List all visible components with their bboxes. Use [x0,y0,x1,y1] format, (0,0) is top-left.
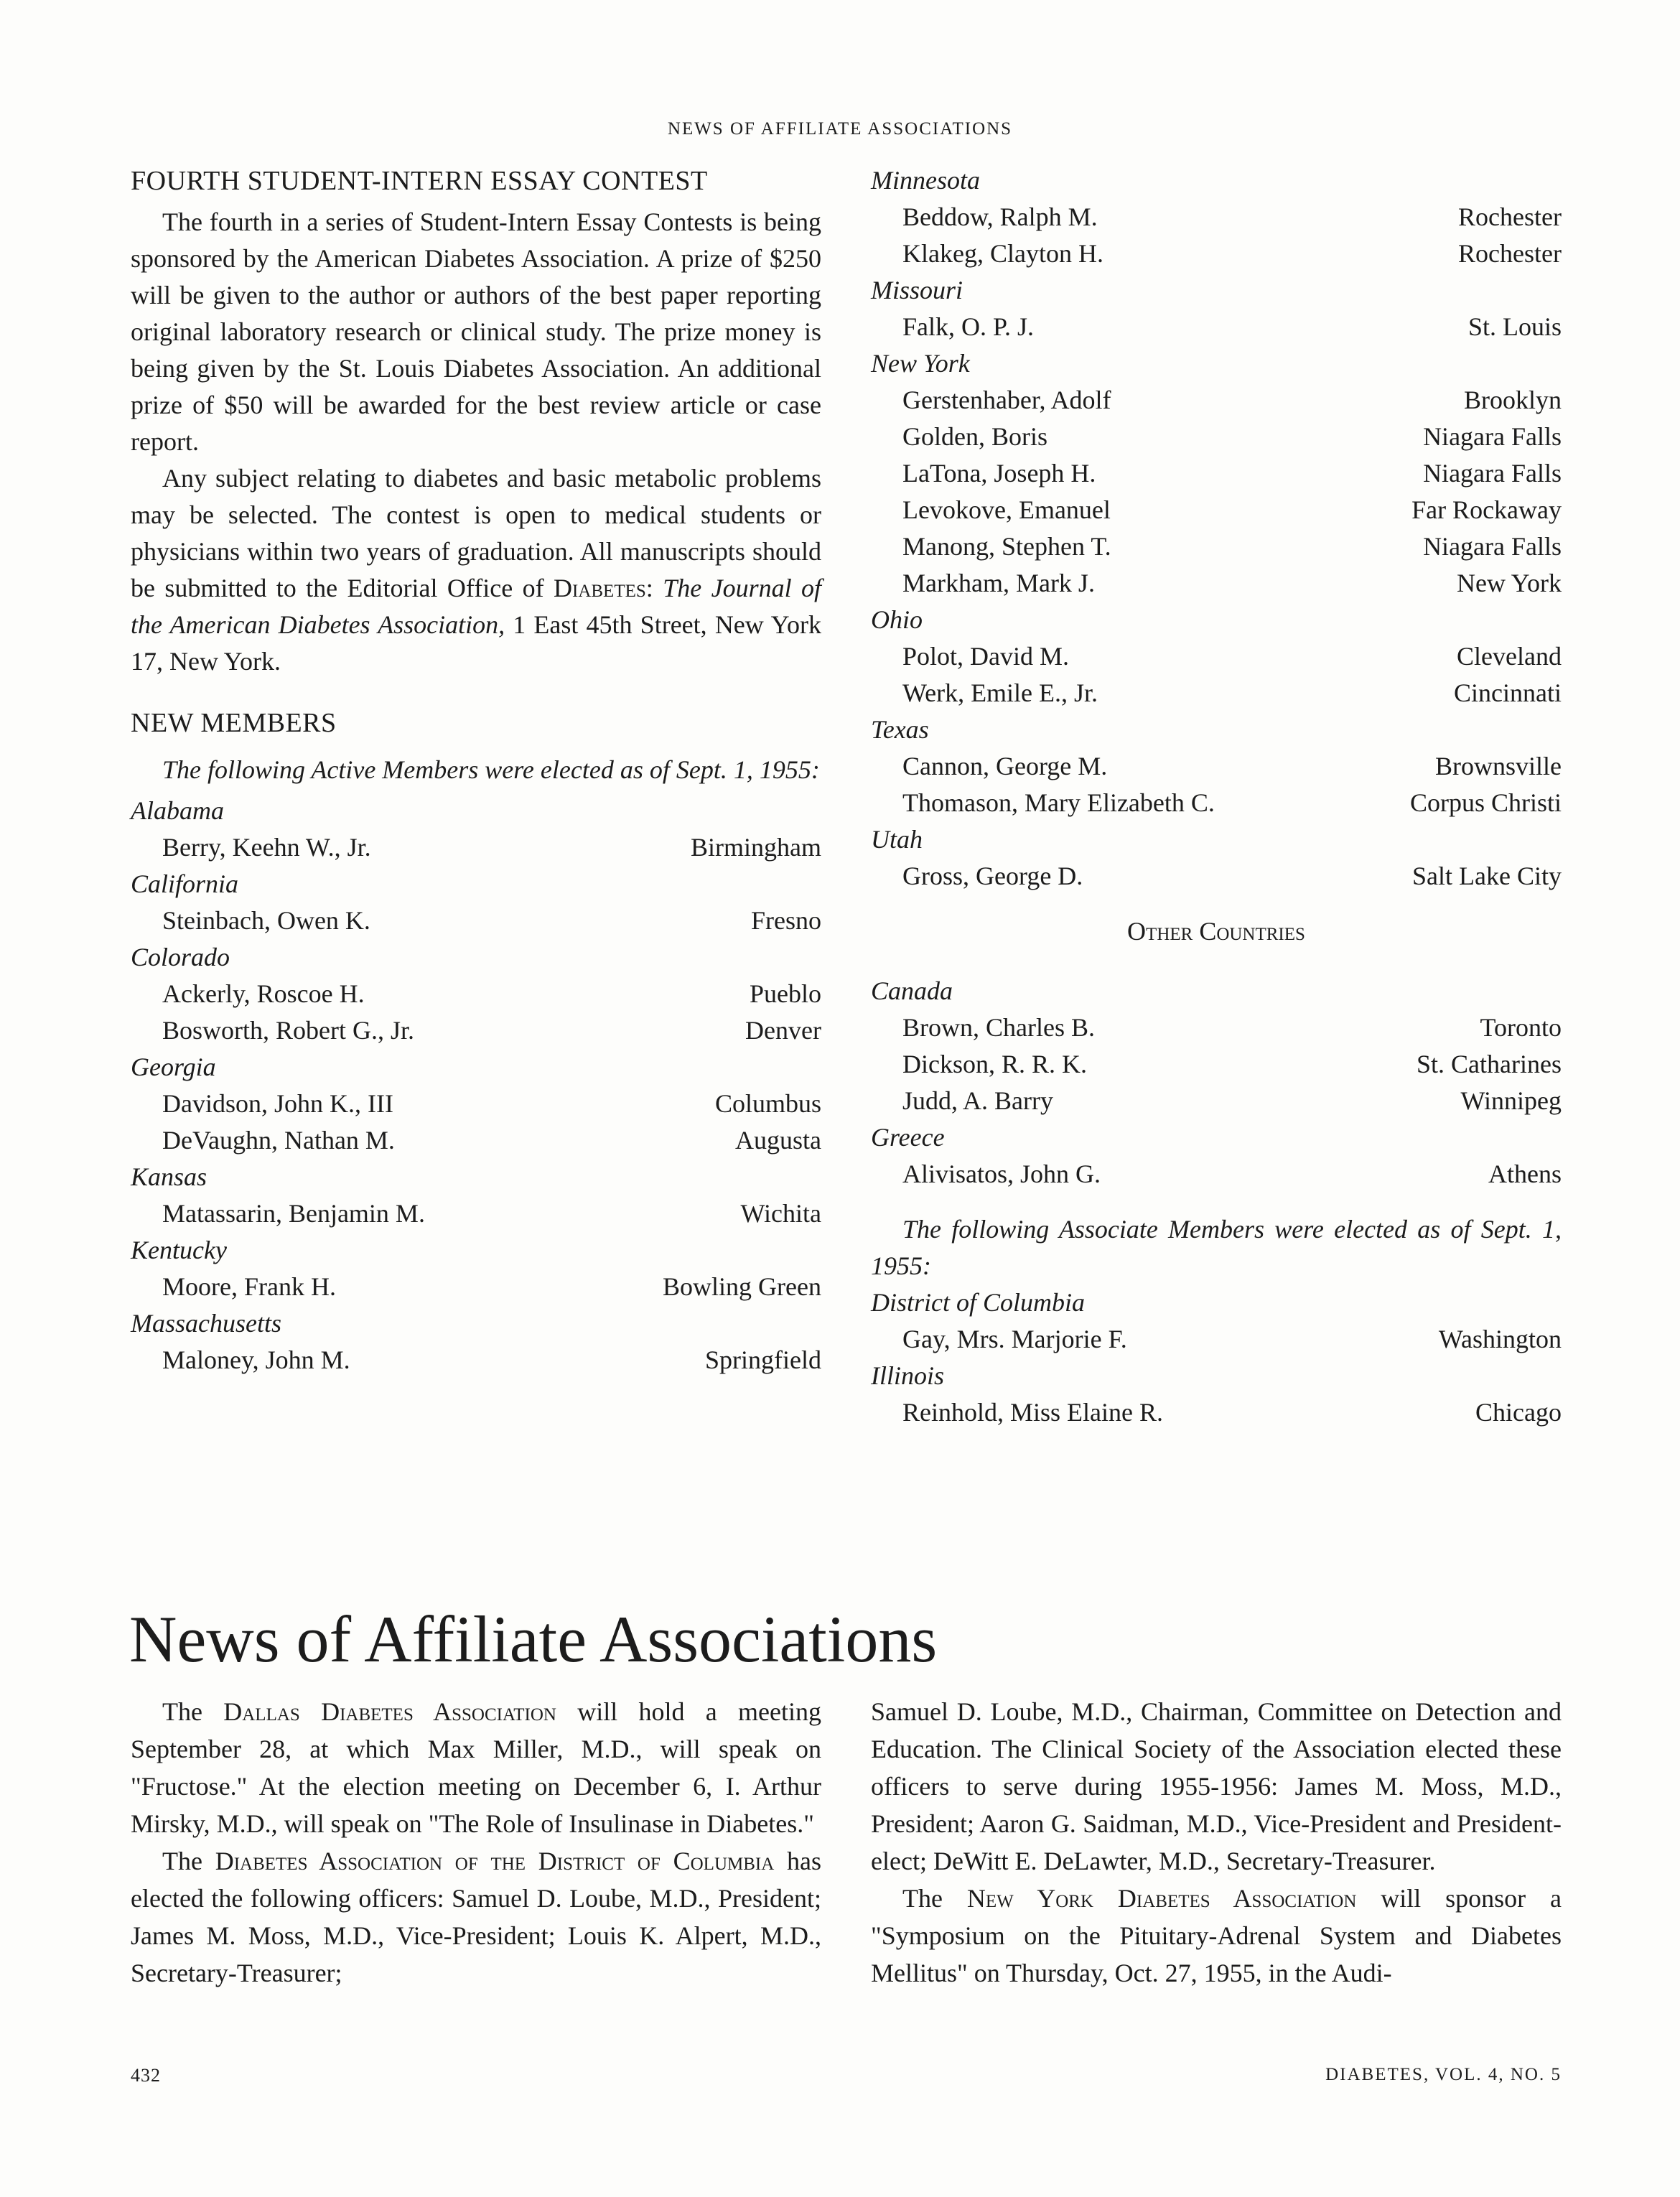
essay-paragraph-1: The fourth in a series of Student-Intern Essay Contests is being sponsored by the American Diabetes Association. A prize of $250 will be given to the author or authors of the best paper reporting original laboratory research or clinical study. The prize money is being given by the St. Louis Diabetes Association. An additional prize of $50 will be awarded for the best review article or case report. [131,207,821,456]
state-heading: Canada [871,976,953,1005]
member-city: Birmingham [691,833,821,862]
member-name: LaTona, Joseph H. [902,459,1096,488]
state-heading: Illinois [871,1361,945,1390]
member-city: Washington [1438,1325,1562,1353]
member-city: Bowling Green [663,1272,821,1301]
news-p2-pre: The [162,1847,215,1875]
member-city: Niagara Falls [1423,459,1562,488]
essay-paragraph-2-separator: : [645,574,663,602]
member-city: St. Catharines [1417,1050,1562,1078]
member-name: Manong, Stephen T. [902,532,1111,561]
member-name: Werk, Emile E., Jr. [902,678,1098,707]
news-right-column [871,1693,1562,1992]
member-row [871,309,1562,345]
member-name: DeVaughn, Nathan M. [162,1126,395,1155]
news-paragraph-dc [131,1842,821,1992]
member-name: Levokove, Emanuel [902,495,1111,524]
member-city: Wichita [740,1199,821,1228]
active-members-intro: The following Active Members were elected as of Sept. 1, 1955: [162,755,820,784]
member-row [131,1012,821,1049]
member-name: Dickson, R. R. K. [902,1050,1088,1078]
news-paragraph-dallas [131,1693,821,1842]
member-city: Far Rockaway [1411,495,1562,524]
essay-paragraph-2 [131,460,821,680]
member-city: Brownsville [1435,752,1562,780]
member-city: Denver [745,1016,821,1045]
member-city: St. Louis [1467,312,1562,341]
member-name: Alivisatos, John G. [902,1160,1101,1188]
member-name: Klakeg, Clayton H. [902,239,1103,268]
state-heading: Kentucky [131,1236,227,1264]
left-column [131,162,821,1379]
member-city: Augusta [735,1126,821,1155]
state-heading: Minnesota [871,166,980,195]
running-head: NEWS OF AFFILIATE ASSOCIATIONS [667,119,1013,139]
news-p1-pre: The [162,1697,224,1726]
state-heading: Georgia [131,1053,216,1081]
member-row [871,785,1562,821]
state-heading: Missouri [871,276,963,304]
member-name: Beddow, Ralph M. [902,202,1098,231]
right-column [871,162,1562,1431]
member-name: Matassarin, Benjamin M. [162,1199,425,1228]
member-city: Columbus [714,1089,821,1118]
other-countries-heading: Other Countries [1127,917,1305,946]
state-heading: Alabama [131,796,224,825]
member-name: Gerstenhaber, Adolf [902,386,1111,414]
member-row [871,419,1562,455]
country-member-list [871,973,1562,1193]
state-heading: Colorado [131,943,230,971]
journal-reference: DIABETES, VOL. 4, NO. 5 [1325,2065,1562,2084]
member-row [871,382,1562,419]
news-p2-text: has elected the following officers: Samuel D. Loube, M.D., President; James M. Moss, M.D., Vice-President; Louis K. Alpert, M.D., Secretary-Treasurer; [131,1847,822,1987]
member-name: Maloney, John M. [162,1345,350,1374]
member-name: Cannon, George M. [902,752,1108,780]
member-city: Pueblo [749,979,821,1008]
associate-members-intro: The following Associate Members were elected as of Sept. 1, 1955: [871,1215,1562,1280]
member-city: Toronto [1480,1013,1562,1042]
member-name: Falk, O. P. J. [902,312,1035,341]
member-name: Ackerly, Roscoe H. [162,979,365,1008]
journal-full-title: The Journal of the American Diabetes Association, [131,574,821,639]
member-city: Niagara Falls [1423,422,1562,451]
member-city: New York [1456,569,1562,597]
diabetes-journal-name: Diabetes [554,574,646,602]
member-row [871,1156,1562,1193]
member-row [871,748,1562,785]
member-row [131,1269,821,1305]
member-row [871,565,1562,602]
member-row [871,528,1562,565]
member-city: Rochester [1458,239,1562,268]
member-row [871,1083,1562,1119]
member-name: Brown, Charles B. [902,1013,1095,1042]
state-heading: Greece [871,1123,945,1152]
member-name: Bosworth, Robert G., Jr. [162,1016,414,1045]
news-paragraph-new-york [871,1880,1562,1992]
member-row [871,199,1562,235]
member-row [871,638,1562,675]
state-heading: Ohio [871,605,923,634]
member-name: Steinbach, Owen K. [162,906,370,935]
member-name: Moore, Frank H. [162,1272,336,1301]
member-row [871,858,1562,895]
right-member-list [871,162,1562,895]
dc-association-name: Diabetes Association of the District of Columbia [215,1847,775,1875]
member-row [871,1009,1562,1046]
member-name: Golden, Boris [902,422,1047,451]
member-name: Gross, George D. [902,862,1083,890]
new-members-title: NEW MEMBERS [131,708,337,738]
member-row [871,455,1562,492]
member-row [131,902,821,939]
member-name: Gay, Mrs. Marjorie F. [902,1325,1127,1353]
member-city: Cleveland [1457,642,1562,671]
member-name: Thomason, Mary Elizabeth C. [902,788,1215,817]
state-heading: Texas [871,715,929,744]
member-row [131,1342,821,1379]
state-heading: Kansas [131,1162,207,1191]
member-city: Springfield [705,1345,821,1374]
essay-paragraph-2-address: 1 East 45th Street, New York 17, New York. [131,610,821,676]
member-city: Niagara Falls [1423,532,1562,561]
state-heading: Massachusetts [131,1309,281,1338]
member-row [871,1394,1562,1431]
member-row [131,976,821,1012]
news-section-title: News of Affiliate Associations [129,1603,938,1676]
member-city: Brooklyn [1463,386,1562,414]
state-heading: California [131,869,239,898]
state-heading: New York [871,349,970,378]
member-row [871,235,1562,272]
member-row [871,1321,1562,1358]
member-city: Fresno [751,906,821,935]
member-name: Berry, Keehn W., Jr. [162,833,371,862]
left-member-list [131,793,821,1379]
member-row [131,1122,821,1159]
news-left-column [131,1693,821,1992]
ny-association-name: New York Diabetes Association [966,1884,1357,1913]
member-city: Chicago [1475,1398,1562,1427]
member-name: Markham, Mark J. [902,569,1095,597]
member-name: Davidson, John K., III [162,1089,393,1118]
state-heading: Utah [871,825,923,854]
member-city: Corpus Christi [1409,788,1562,817]
dallas-association-name: Dallas Diabetes Association [223,1697,556,1726]
associate-member-list [871,1284,1562,1431]
news-p4-text: will sponsor a "Symposium on the Pituitary-Adrenal System and Diabetes Mellitus" on Thursday, Oct. 27, 1955, in the Audi- [871,1884,1562,1987]
member-row [131,1086,821,1122]
member-row [131,829,821,866]
news-paragraph-dc-continued: Samuel D. Loube, M.D., Chairman, Committee on Detection and Education. The Clinical Society of the Association elected these officers to serve during 1955-1956: James M. Moss, M.D., President; Aaron G. Saidman, M.D., Vice-President and President-elect; DeWitt E. DeLawter, M.D., Secretary-Treasurer. [871,1697,1562,1875]
member-name: Reinhold, Miss Elaine R. [902,1398,1163,1427]
member-name: Judd, A. Barry [902,1086,1053,1115]
member-city: Winnipeg [1460,1086,1562,1115]
essay-contest-title: FOURTH STUDENT-INTERN ESSAY CONTEST [131,166,708,196]
member-row [871,492,1562,528]
member-city: Cincinnati [1454,678,1562,707]
page-number: 432 [131,2065,161,2086]
essay-paragraph-2-text: Any subject relating to diabetes and basic metabolic problems may be selected. The contest is open to medical students or physicians within two years of graduation. All manuscripts should be submitted to the Editorial Office of [131,464,821,602]
state-heading: District of Columbia [871,1288,1086,1317]
member-city: Athens [1488,1160,1562,1188]
member-city: Rochester [1458,202,1562,231]
news-p4-pre: The [902,1884,967,1913]
member-row [871,675,1562,712]
member-row [871,1046,1562,1083]
member-city: Salt Lake City [1412,862,1562,890]
member-name: Polot, David M. [902,642,1070,671]
member-row [131,1195,821,1232]
news-p1-text: will hold a meeting September 28, at which Max Miller, M.D., will speak on "Fructose." At the election meeting on December 6, I. Arthur Mirsky, M.D., will speak on "The Role of Insulinase in Diabetes." [131,1697,822,1838]
